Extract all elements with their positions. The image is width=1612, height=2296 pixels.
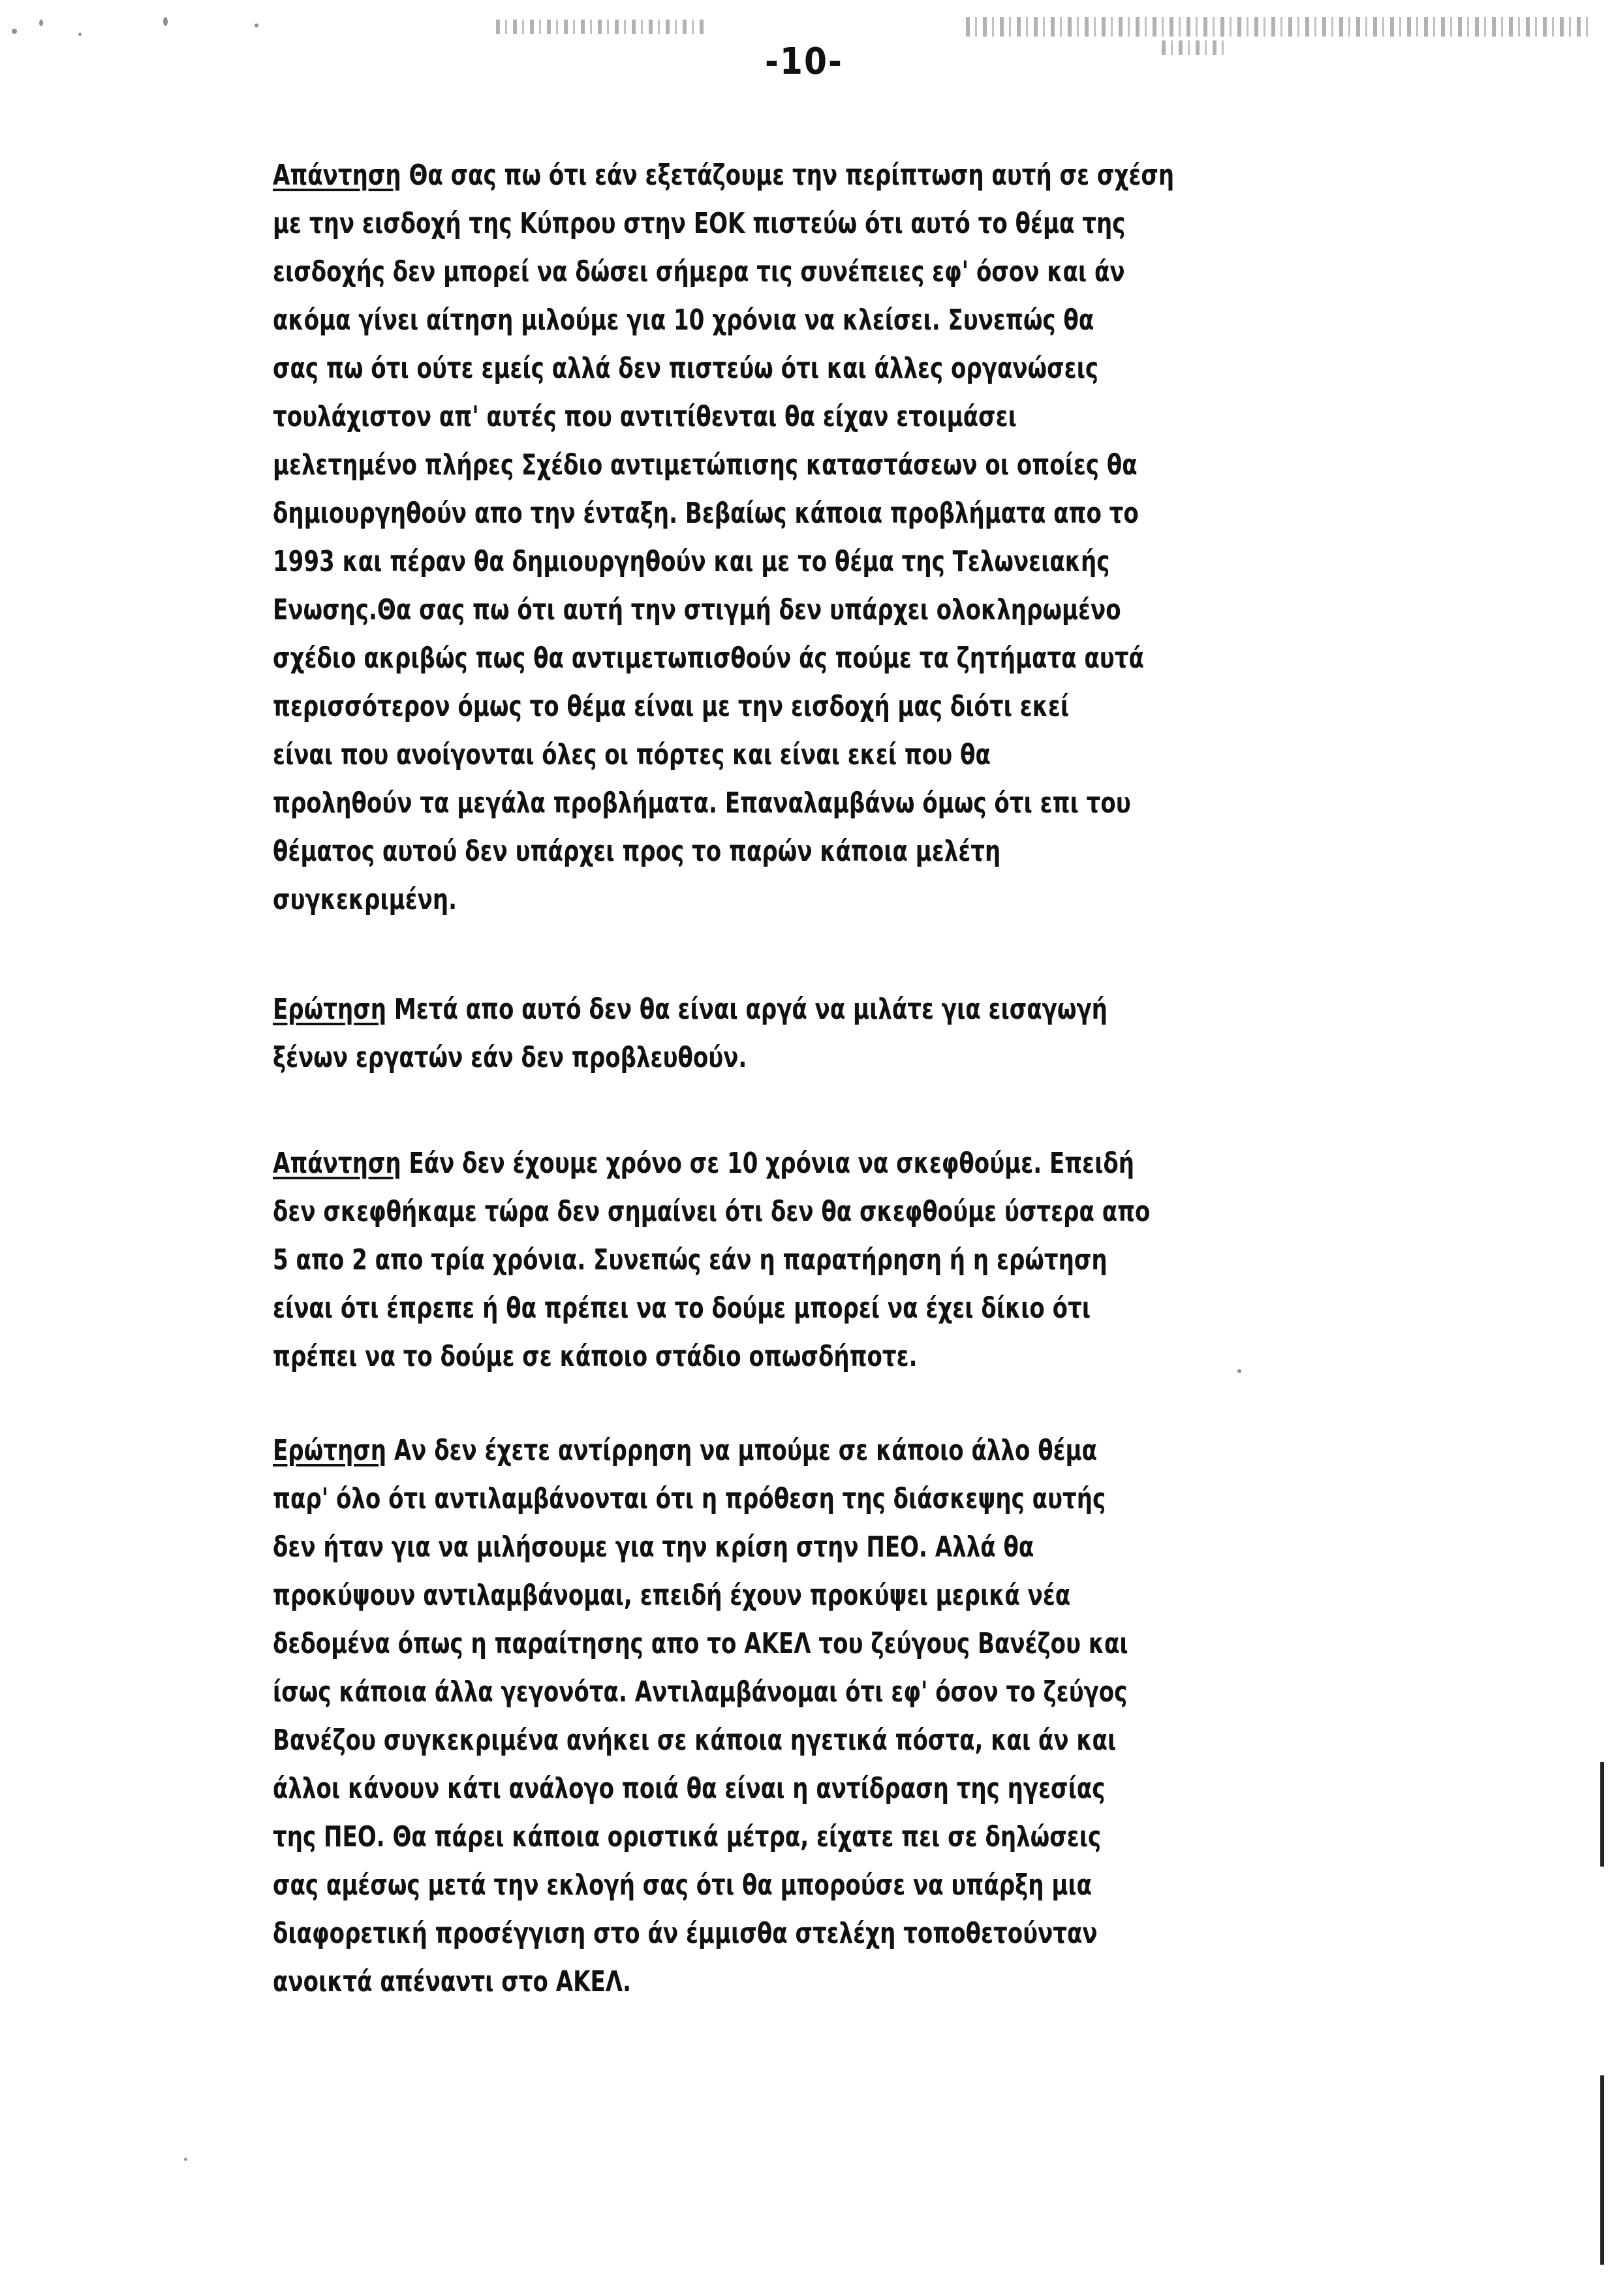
- question-block-1: [273, 985, 1193, 1082]
- answer-block-2: [273, 1140, 1193, 1381]
- question-line: παρ' όλο ότι αντιλαμβάνονται ότι η πρόθεση της διάσκεψης αυτής: [273, 1482, 1106, 1515]
- answer-line: 1993 και πέραν θα δημιουργηθούν και με το θέμα της Τελωνειακής: [273, 545, 1110, 578]
- question-line: διαφορετική προσέγγιση στο άν έμμισθα στελέχη τοποθετούνταν: [273, 1917, 1098, 1950]
- answer-label: Απάντηση: [273, 1147, 401, 1180]
- question-line: δεν ήταν για να μιλήσουμε για την κρίση στην ΠΕΟ. Αλλά θα: [273, 1530, 1034, 1564]
- answer-line: είναι που ανοίγονται όλες οι πόρτες και είναι εκεί που θα: [273, 738, 991, 771]
- answer-line: με την εισδοχή της Κύπρου στην ΕΟΚ πιστεύω ότι αυτό το θέμα της: [273, 207, 1126, 240]
- answer-line: Ενωσης.Θα σας πω ότι αυτή την στιγμή δεν υπάρχει ολοκληρωμένο: [273, 593, 1121, 627]
- answer-line: ακόμα γίνει αίτηση μιλούμε για 10 χρόνια να κλείσει. Συνεπώς θα: [273, 303, 1094, 337]
- question-line-1: Ερώτηση Μετά απο αυτό δεν θα είναι αργά να μιλάτε για εισαγωγή: [273, 993, 1108, 1026]
- answer-line: σχέδιο ακριβώς πως θα αντιμετωπισθούν άς πούμε τα ζητήματα αυτά: [273, 642, 1144, 675]
- question-line: δεδομένα όπως η παραίτησης απο το ΑΚΕΛ του ζεύγους Βανέζου και: [273, 1627, 1128, 1660]
- answer-line: είναι ότι έπρεπε ή θα πρέπει να το δούμε μπορεί να έχει δίκιο ότι: [273, 1292, 1091, 1325]
- question-line: ξένων εργατών εάν δεν προβλευθούν.: [273, 1041, 747, 1074]
- answer-line: εισδοχής δεν μπορεί να δώσει σήμερα τις συνέπειες εφ' όσον και άν: [273, 255, 1125, 288]
- question-label: Ερώτηση: [273, 993, 386, 1026]
- question-block-2: [273, 1427, 1193, 2006]
- question-line: προκύψουν αντιλαμβάνομαι, επειδή έχουν προκύψει μερικά νέα: [273, 1579, 1071, 1612]
- answer-line: τουλάχιστον απ' αυτές που αντιτίθενται θα είχαν ετοιμάσει: [273, 400, 1017, 433]
- scan-speck: [1237, 1369, 1241, 1373]
- answer-line: συγκεκριμένη.: [273, 883, 457, 916]
- question-line: Βανέζου συγκεκριμένα ανήκει σε κάποια ηγετικά πόστα, και άν και: [273, 1724, 1117, 1757]
- page-number: -10-: [765, 40, 843, 83]
- scan-edge-mark: [1600, 1762, 1604, 1867]
- answer-line: περισσότερον όμως το θέμα είναι με την εισδοχή μας διότι εκεί: [273, 690, 1070, 723]
- question-line-1: Ερώτηση Αν δεν έχετε αντίρρηση να μπούμε σε κάποιο άλλο θέμα: [273, 1434, 1098, 1467]
- answer-block-1: [273, 151, 1193, 924]
- answer-line: πρέπει να το δούμε σε κάποιο στάδιο οπωσδήποτε.: [273, 1340, 918, 1373]
- answer-line: προληθούν τα μεγάλα προβλήματα. Επαναλαμβάνω όμως ότι επι του: [273, 786, 1131, 820]
- answer-line-1: Απάντηση Θα σας πω ότι εάν εξετάζουμε την περίπτωση αυτή σε σχέση: [273, 159, 1175, 192]
- answer-line: σας πω ότι ούτε εμείς αλλά δεν πιστεύω ότι και άλλες οργανώσεις: [273, 352, 1099, 385]
- answer-line: μελετημένο πλήρες Σχέδιο αντιμετώπισης καταστάσεων οι οποίες θα: [273, 448, 1138, 482]
- question-line: ίσως κάποια άλλα γεγονότα. Αντιλαμβάνομαι ότι εφ' όσον το ζεύγος: [273, 1675, 1128, 1709]
- question-line: της ΠΕΟ. Θα πάρει κάποια οριστικά μέτρα, είχατε πει σε δηλώσεις: [273, 1820, 1102, 1854]
- question-line: σας αμέσως μετά την εκλογή σας ότι θα μπορούσε να υπάρξη μια: [273, 1869, 1093, 1902]
- answer-line-1: Απάντηση Εάν δεν έχουμε χρόνο σε 10 χρόνια να σκεφθούμε. Επειδή: [273, 1147, 1135, 1180]
- answer-line: δεν σκεφθήκαμε τώρα δεν σημαίνει ότι δεν θα σκεφθούμε ύστερα απο: [273, 1195, 1151, 1228]
- question-line: ανοικτά απέναντι στο ΑΚΕΛ.: [273, 1965, 632, 1998]
- answer-line: θέματος αυτού δεν υπάρχει προς το παρών κάποια μελέτη: [273, 835, 1001, 868]
- scan-edge-mark: [1600, 2075, 1604, 2265]
- scan-speck: [184, 2158, 187, 2161]
- answer-label: Απάντηση: [273, 159, 401, 192]
- answer-line: 5 απο 2 απο τρία χρόνια. Συνεπώς εάν η παρατήρηση ή η ερώτηση: [273, 1243, 1108, 1277]
- question-line: άλλοι κάνουν κάτι ανάλογο ποιά θα είναι η αντίδραση της ηγεσίας: [273, 1772, 1106, 1805]
- answer-line: δημιουργηθούν απο την ένταξη. Βεβαίως κάποια προβλήματα απο το: [273, 497, 1139, 530]
- question-label: Ερώτηση: [273, 1434, 386, 1467]
